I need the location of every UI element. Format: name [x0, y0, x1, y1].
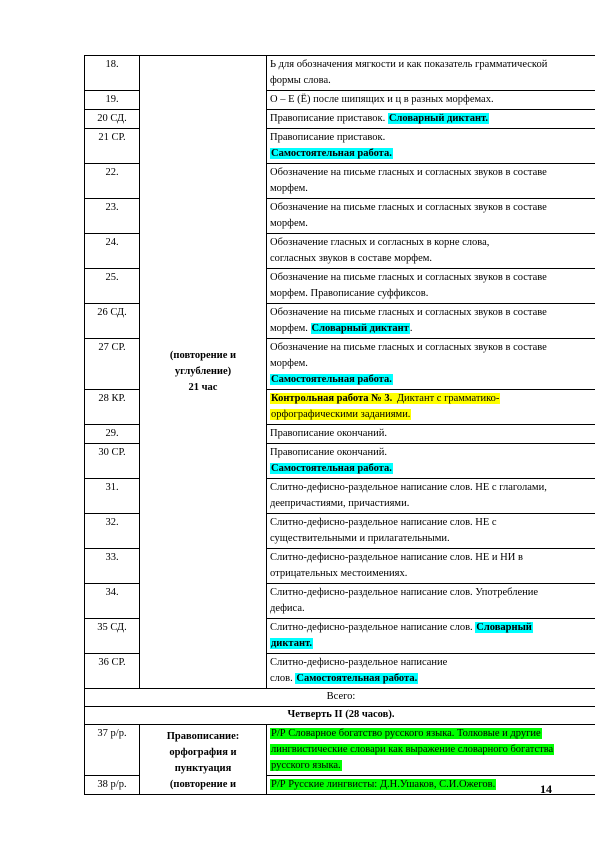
- highlighted-text: Р/Р Русские лингвисты: Д.Н.Ушаков, С.И.Ожегов.: [271, 779, 496, 790]
- table-row: [85, 56, 595, 91]
- content-text: Обозначение на письме гласных и согласных звуков в составе: [270, 167, 547, 178]
- content-line: [270, 235, 595, 251]
- lesson-number: 20 СД.: [85, 110, 140, 129]
- lesson-topic: [267, 654, 595, 689]
- content-text: морфем.: [270, 358, 308, 369]
- content-line: [270, 92, 595, 108]
- content-text: Слитно-дефисно-раздельное написание слов. НЕ и НИ в: [270, 552, 523, 563]
- content-line: [270, 146, 595, 162]
- highlighted-text: лингвистические словари как выражение словарного богатства: [271, 744, 554, 755]
- highlighted-text: Самостоятельная работа.: [271, 148, 392, 159]
- lesson-number: 34.: [85, 584, 140, 619]
- table-row: [85, 725, 595, 776]
- lesson-number: 26 СД.: [85, 304, 140, 339]
- lesson-topic: [267, 549, 595, 584]
- highlighted-text: Р/Р Словарное богатство русского языка. Толковые и другие: [271, 728, 541, 739]
- content-line: [270, 130, 595, 146]
- lesson-number: 37 р/р.: [85, 725, 140, 776]
- content-text: слов.: [270, 673, 296, 684]
- topic-text: (повторение и: [169, 778, 237, 790]
- content-text: деепричастиями, причастиями.: [270, 498, 410, 509]
- content-text: формы слова.: [270, 75, 331, 86]
- content-line: [270, 165, 595, 181]
- lesson-number: 31.: [85, 479, 140, 514]
- content-line: [270, 636, 595, 652]
- content-line: [270, 742, 595, 758]
- lesson-topic: [267, 619, 595, 654]
- lesson-number: 28 КР.: [85, 390, 140, 425]
- total-label: Всего:: [85, 689, 595, 707]
- lesson-number: 19.: [85, 91, 140, 110]
- content-line: [270, 356, 595, 372]
- content-text: морфем. Правописание суффиксов.: [270, 288, 429, 299]
- lesson-topic: [267, 56, 595, 91]
- highlighted-text: Словарный диктант: [311, 323, 409, 334]
- highlighted-text: Диктант с грамматико-: [394, 393, 500, 404]
- highlighted-text: Самостоятельная работа.: [271, 463, 392, 474]
- content-text: Обозначение на письме гласных и согласных звуков в составе: [270, 272, 547, 283]
- lesson-topic: [267, 91, 595, 110]
- content-text: существительными и прилагательными.: [270, 533, 450, 544]
- content-line: [270, 445, 595, 461]
- content-line: [270, 286, 595, 302]
- content-line: [270, 550, 595, 566]
- content-text: согласных звуков в составе морфем.: [270, 253, 433, 264]
- topic-text: углубление): [174, 366, 232, 377]
- content-line: [270, 566, 595, 582]
- lesson-number: 27 СР.: [85, 339, 140, 390]
- content-text: Слитно-дефисно-раздельное написание слов. Употребление: [270, 587, 539, 598]
- lesson-topic: [267, 199, 595, 234]
- content-line: [270, 270, 595, 286]
- lesson-number: 22.: [85, 164, 140, 199]
- lesson-topic: [267, 725, 595, 776]
- content-text: Обозначение на письме гласных и согласных звуков в составе: [270, 342, 547, 353]
- content-line: [270, 200, 595, 216]
- content-line: [270, 216, 595, 232]
- content-text: Обозначение гласных и согласных в корне слова,: [270, 237, 490, 248]
- content-line: [270, 726, 595, 742]
- lesson-number: 36 СР.: [85, 654, 140, 689]
- lesson-topic: [267, 390, 595, 425]
- lesson-number: 38 р/р.: [85, 776, 140, 795]
- topic-text: 21 час: [188, 382, 218, 393]
- highlighted-text: Контрольная работа № 3.: [271, 393, 393, 404]
- content-line: [270, 111, 595, 127]
- content-text: .: [409, 323, 413, 334]
- content-text: Слитно-дефисно-раздельное написание: [270, 657, 448, 668]
- content-line: [270, 372, 595, 388]
- lesson-number: 24.: [85, 234, 140, 269]
- content-line: [270, 73, 595, 89]
- content-line: [270, 585, 595, 601]
- content-line: [270, 321, 595, 337]
- content-text: Слитно-дефисно-раздельное написание слов. НЕ с глаголами,: [270, 482, 547, 493]
- content-text: Правописание приставок.: [270, 132, 386, 143]
- highlighted-text: Самостоятельная работа.: [271, 374, 392, 385]
- quarter-heading: Четверть II (28 часов).: [85, 707, 595, 725]
- content-line: [270, 480, 595, 496]
- content-line: [270, 305, 595, 321]
- lesson-number: 25.: [85, 269, 140, 304]
- lesson-number: 23.: [85, 199, 140, 234]
- content-line: [270, 758, 595, 774]
- content-line: [270, 57, 595, 73]
- lesson-topic: [267, 129, 595, 164]
- topic-text: Правописание:: [166, 730, 240, 742]
- content-text: дефиса.: [270, 603, 305, 614]
- content-line: [270, 655, 595, 671]
- lesson-number: 21 СР.: [85, 129, 140, 164]
- total-row: [85, 689, 595, 707]
- content-text: морфем.: [270, 183, 308, 194]
- content-line: [270, 461, 595, 477]
- content-line: [270, 340, 595, 356]
- topic-cell: [140, 56, 267, 689]
- lesson-number: 30 СР.: [85, 444, 140, 479]
- highlighted-text: Самостоятельная работа.: [296, 673, 418, 684]
- quarter-row: [85, 707, 595, 725]
- lesson-number: 29.: [85, 425, 140, 444]
- content-text: Слитно-дефисно-раздельное написание слов. НЕ с: [270, 517, 497, 528]
- content-text: отрицательных местоимениях.: [270, 568, 408, 579]
- lesson-number: 33.: [85, 549, 140, 584]
- topic-text: (повторение и: [169, 350, 237, 361]
- content-text: морфем.: [270, 323, 311, 334]
- content-line: [270, 531, 595, 547]
- page-number: 14: [540, 782, 552, 796]
- content-text: Обозначение на письме гласных и согласных звуков в составе: [270, 202, 547, 213]
- lesson-number: 35 СД.: [85, 619, 140, 654]
- lesson-topic: [267, 164, 595, 199]
- lesson-topic: [267, 269, 595, 304]
- lesson-plan-table: [84, 55, 595, 795]
- content-line: [270, 671, 595, 687]
- content-text: Обозначение на письме гласных и согласных звуков в составе: [270, 307, 547, 318]
- content-line: [270, 496, 595, 512]
- content-line: [270, 601, 595, 617]
- highlighted-text: орфографическими заданиями.: [271, 409, 411, 420]
- content-line: [270, 620, 595, 636]
- lesson-topic: [267, 444, 595, 479]
- lesson-topic: [267, 584, 595, 619]
- content-text: Ь для обозначения мягкости и как показатель грамматической: [270, 59, 548, 70]
- content-line: [270, 407, 595, 423]
- lesson-topic: [267, 339, 595, 390]
- topic-text: пунктуация: [174, 762, 232, 774]
- content-line: [270, 515, 595, 531]
- highlighted-text: Словарный: [476, 622, 532, 633]
- topic-text: орфография и: [169, 746, 237, 758]
- lesson-number: 18.: [85, 56, 140, 91]
- content-line: [270, 181, 595, 197]
- content-line: [270, 391, 595, 407]
- content-text: Правописание окончаний.: [270, 447, 387, 458]
- content-line: [270, 426, 595, 442]
- highlighted-text: русского языка.: [271, 760, 341, 771]
- content-line: [270, 251, 595, 267]
- lesson-topic: [267, 304, 595, 339]
- lesson-topic: [267, 479, 595, 514]
- lesson-topic: [267, 514, 595, 549]
- lesson-topic: [267, 110, 595, 129]
- highlighted-text: Словарный диктант.: [388, 113, 488, 124]
- topic-cell: [140, 725, 267, 795]
- content-text: Правописание приставок.: [270, 113, 388, 124]
- content-text: О – Е (Ё) после шипящих и ц в разных морфемах.: [270, 94, 494, 105]
- lesson-topic: [267, 425, 595, 444]
- lesson-number: 32.: [85, 514, 140, 549]
- content-text: Правописание окончаний.: [270, 428, 387, 439]
- content-text: Слитно-дефисно-раздельное написание слов.: [270, 622, 476, 633]
- highlighted-text: диктант.: [271, 638, 312, 649]
- lesson-topic: [267, 234, 595, 269]
- content-text: морфем.: [270, 218, 308, 229]
